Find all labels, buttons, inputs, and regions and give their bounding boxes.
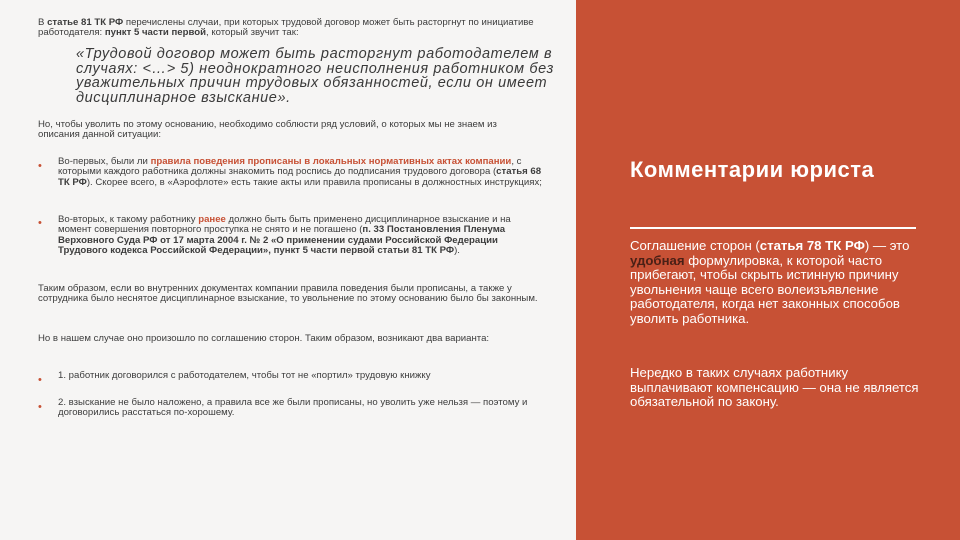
earlier-highlight: ранее: [198, 214, 226, 225]
convenient-highlight: удобная: [630, 252, 685, 268]
point-5-ref: пункт 5 части первой: [104, 27, 206, 39]
list-item: 2. взыскание не было наложено, а правила все же были прописаны, но уволить уже нельзя — поэтому и договорились расстаться по-хорошему.: [58, 397, 528, 419]
thus-paragraph: Таким образом, если во внутренних документах компании правила поведения были прописаны, а также у сотрудника было неснятое дисциплинарное взыскание, то увольнение по этому основанию было бы законным.: [38, 283, 538, 305]
panel-paragraph-compensation: Нередко в таких случаях работнику выплачивают компенсацию — она не является обязательной по закону.: [630, 365, 919, 410]
panel-title: Комментарии юриста: [630, 157, 875, 182]
lawyer-comments-panel: [576, 0, 960, 540]
bullet-marker: •: [38, 217, 42, 229]
bullet-marker: •: [38, 160, 42, 172]
article-81-ref: статье 81 ТК РФ: [47, 17, 124, 28]
list-item: Во-вторых, к такому работнику ранее должно быть быть применено дисциплинарное взыскание и на момент совершения повторного проступка не снято и не погашено (п. 33 Постановления Пленума Верховного Суда РФ от 17 марта 2004 г. № 2 «О применении судами Российской Федерации Трудового кодекса Российской Федерации», пункт 5 части первой статьи 81 ТК РФ).: [58, 214, 511, 257]
article-68-ref: статья 68 ТК РФ: [58, 166, 542, 188]
agreement-paragraph: Но в нашем случае оно произошло по соглашению сторон. Таким образом, возникают два варианта:: [38, 333, 490, 344]
title-divider: [630, 227, 916, 229]
bullet-marker: •: [38, 374, 42, 386]
plenum-ref: п. 33 Постановления Пленума Верховного Суда РФ от 17 марта 2004 г. № 2 «О применении судами Российской Федерации Трудового кодекса Российской Федерации», пункт 5 части первой статьи 81 ТК РФ: [58, 224, 506, 257]
bullet-marker: •: [38, 401, 42, 413]
article-78-ref: статья 78 ТК РФ: [759, 238, 865, 253]
panel-paragraph-agreement: Соглашение сторон (статья 78 ТК РФ) — это удобная формулировка, к которой часто прибегают, чтобы скрыть истинную причину увольнения чаще всего волеизъявление работодателя, когда нет законных способов уволить работника.: [630, 238, 910, 326]
rules-highlight: правила поведения прописаны в локальных нормативных актах компании: [150, 156, 512, 167]
list-item: 1. работник договорился с работодателем, чтобы тот не «портил» трудовую книжку: [58, 370, 431, 381]
conditions-paragraph: Но, чтобы уволить по этому основанию, необходимо соблюсти ряд условий, о которых мы не знаем из описания данной ситуации:: [38, 119, 497, 141]
list-item: Во-первых, были ли правила поведения прописаны в локальных нормативных актах компании, с которыми каждого работника должны знакомить под роспись до подписания трудового договора (статья 68 ТК РФ). Скорее всего, в «Аэрофлоте» есть такие акты или правила прописаны в должностных инструкциях;: [58, 156, 542, 188]
intro-paragraph: В статье 81 ТК РФ перечислены случаи, при которых трудовой договор может быть расторгнут по инициативе работодателя: пункт 5 части первой, который звучит так:: [38, 17, 534, 39]
law-quote: «Трудовой договор может быть расторгнут работодателем в случаях: <…> 5) неоднократного неисполнения работником без уважительных причин трудовых обязанностей, если он имеет дисциплинарное взыскание».: [76, 46, 554, 106]
